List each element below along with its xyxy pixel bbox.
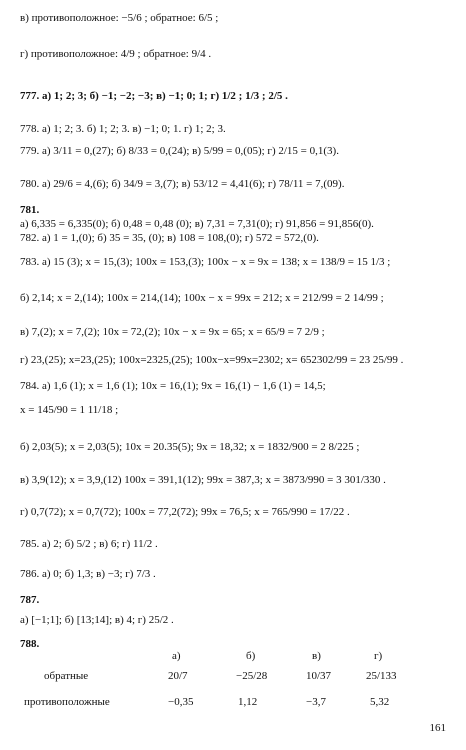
problem-777: 777. а) 1; 2; 3; б) −1; −2; −3; в) −1; 0; 1; г) 1/2 ; 1/3 ; 2/5 . [20,90,288,102]
problem-781-label: 781. [20,204,40,216]
problem-783-v: в) 7,(2); x = 7,(2); 10x = 72,(2); 10x − x = 9x = 65; x = 65/9 = 7 2/9 ; [20,326,325,338]
problem-786: 786. а) 0; б) 1,3; в) −3; г) 7/3 . [20,568,156,580]
reciprocal-b: −25/28 [236,670,268,682]
page-number: 161 [429,722,446,734]
problem-781-answers: а) 6,335 = 6,335(0); б) 0,48 = 0,48 (0); в) 7,31 = 7,31(0); г) 91,856 = 91,856(0). [20,218,374,230]
line-v-opposite: в) противоположное: −5/6 ; обратное: 6/5 ; [20,12,219,24]
reciprocal-g: 25/133 [366,670,397,682]
opposite-g: 5,32 [370,696,390,708]
problem-779: 779. а) 3/11 = 0,(27); б) 8/33 = 0,(24); в) 5/99 = 0,(05); г) 2/15 = 0,1(3). [20,145,339,157]
table-row-reciprocal [20,666,450,690]
row-label-reciprocal: обратные [44,670,89,682]
col-b-header: б) [246,650,256,662]
row-label-opposite: противоположные [24,696,110,708]
col-v-header: в) [312,650,321,662]
problem-784-g: г) 0,7(72); x = 0,7(72); 100x = 77,2(72); 99x = 76,5; x = 765/990 = 17/22 . [20,506,350,518]
reciprocal-a: 20/7 [168,670,188,682]
problem-782: 782. а) 1 = 1,(0); б) 35 = 35, (0); в) 108 = 108,(0); г) 572 = 572,(0). [20,232,319,244]
problem-784-a-result: x = 145/90 = 1 11/18 ; [20,404,119,416]
col-g-header: г) [374,650,383,662]
problem-780: 780. а) 29/6 = 4,(6); б) 34/9 = 3,(7); в) 53/12 = 4,41(6); г) 78/11 = 7,(09). [20,178,345,190]
opposite-b: 1,12 [238,696,258,708]
col-a-header: а) [172,650,181,662]
opposite-a: −0,35 [168,696,194,708]
problem-783-b: б) 2,14; x = 2,(14); 100x = 214,(14); 100x − x = 99x = 212; x = 212/99 = 2 14/99 ; [20,292,384,304]
problem-787-answers: а) [−1;1]; б) [13;14]; в) 4; г) 25/2 . [20,614,174,626]
table-header-row [20,650,450,666]
reciprocal-v: 10/37 [306,670,332,682]
problem-778: 778. а) 1; 2; 3. б) 1; 2; 3. в) −1; 0; 1. г) 1; 2; 3. [20,123,226,135]
problem-787-label: 787. [20,594,40,606]
problem-788-table [20,650,450,710]
problem-788-label: 788. [20,638,40,650]
table-row-opposite [20,690,450,710]
line-g-opposite: г) противоположное: 4/9 ; обратное: 9/4 . [20,48,212,60]
problem-784-v: в) 3,9(12); x = 3,9,(12) 100x = 391,1(12); 99x = 387,3; x = 3873/990 = 3 301/330 . [20,474,386,486]
opposite-v: −3,7 [306,696,326,708]
problem-785: 785. а) 2; б) 5/2 ; в) 6; г) 11/2 . [20,538,158,550]
problem-784-a: 784. а) 1,6 (1); x = 1,6 (1); 10x = 16,(1); 9x = 16,(1) − 1,6 (1) = 14,5; [20,380,326,392]
problem-784-b: б) 2,03(5); x = 2,03(5); 10x = 20.35(5); 9x = 18,32; x = 1832/900 = 2 8/225 ; [20,441,360,453]
problem-783-g: г) 23,(25); x=23,(25); 100x=2325,(25); 100x−x=99x=2302; x= 652302/99 = 23 25/99 . [20,354,404,366]
problem-783-a: 783. а) 15 (3); x = 15,(3); 100x = 153,(3); 100x − x = 9x = 138; x = 138/9 = 15 1/3 ; [20,256,391,268]
